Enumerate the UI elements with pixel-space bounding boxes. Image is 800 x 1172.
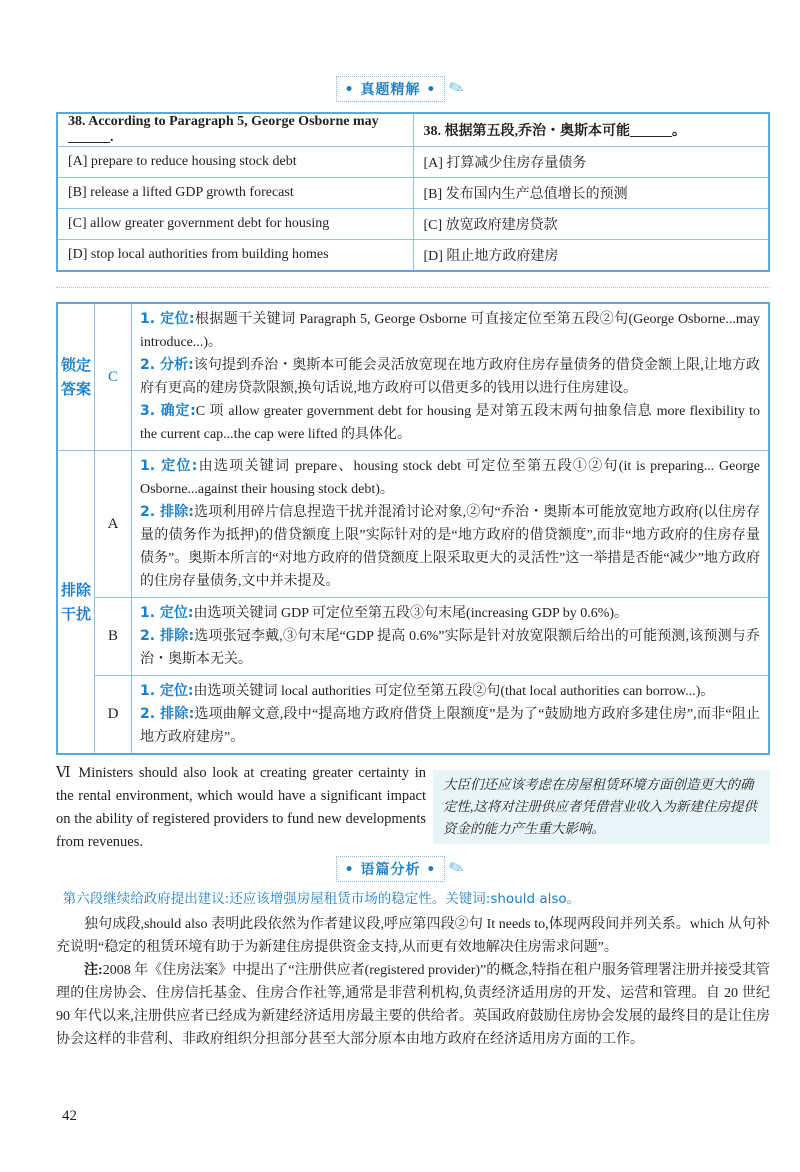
note bbox=[56, 959, 770, 1051]
analysis-table bbox=[56, 302, 770, 755]
distractor-label-text: 排除干扰 bbox=[60, 581, 91, 623]
table-row bbox=[57, 303, 769, 451]
distractor-explanation bbox=[132, 598, 770, 676]
point bbox=[140, 354, 760, 400]
point-label: 2. 分析: bbox=[140, 357, 194, 373]
note-label: 注: bbox=[84, 963, 103, 978]
option-en: [B] release a lifted GDP growth forecast bbox=[57, 178, 413, 209]
option-zh: [C] 放宽政府建房贷款 bbox=[413, 209, 769, 240]
table-row bbox=[57, 598, 769, 676]
point-label: 1. 定位: bbox=[140, 311, 195, 327]
note-text: 2008 年《住房法案》中提出了“注册供应者(registered provider)”的概念,特指在租户服务管理署注册并接受其管理的住房协会、住房信托基金、住房合作社等,通常是非营利机构,负责经济适用房的开发、运营和管理。自 20 世纪 90 年代以来,注册供应者已经成为新建经济适用房最主要的供给者。英国政府鼓励住房协会发展的最终目的是让住房协会这样的非营利、非政府组织分担部分甚至大部分原本由地方政府在经济适用房方面的工作。 bbox=[56, 963, 771, 1047]
point-label: 3. 确定: bbox=[140, 403, 196, 419]
option-zh: [A] 打算减少住房存量债务 bbox=[413, 147, 769, 178]
point bbox=[140, 602, 760, 625]
table-row bbox=[57, 240, 769, 272]
point-label: 1. 定位: bbox=[140, 683, 194, 699]
distractor-label bbox=[57, 451, 95, 755]
distractor-letter: D bbox=[95, 676, 132, 755]
table-row bbox=[57, 113, 769, 147]
discourse-analysis bbox=[56, 888, 770, 1051]
distractor-letter: A bbox=[95, 451, 132, 598]
point-text: 由选项关键词 prepare、housing stock debt 可定位至第五段①②句(it is preparing... George Osborne...against their housing stock debt)。 bbox=[140, 459, 760, 497]
option-en: [D] stop local authorities from building homes bbox=[57, 240, 413, 272]
question-stem-zh: 38. 根据第五段,乔治・奥斯本可能______。 bbox=[413, 113, 769, 147]
table-row bbox=[57, 676, 769, 755]
section-title: • 语篇分析 • bbox=[336, 856, 446, 882]
question-table bbox=[56, 112, 770, 272]
point bbox=[140, 501, 760, 593]
paragraph-summary: 第六段继续给政府提出建议:还应该增强房屋租赁市场的稳定性。关键词:should also。 bbox=[62, 891, 581, 907]
table-row bbox=[57, 147, 769, 178]
table-row bbox=[57, 178, 769, 209]
point-text: 由选项关键词 local authorities 可定位至第五段②句(that local authorities can borrow...)。 bbox=[193, 684, 715, 699]
answer-explanation bbox=[132, 303, 770, 451]
option-en: [C] allow greater government debt for housing bbox=[57, 209, 413, 240]
distractor-explanation bbox=[132, 676, 770, 755]
point-text: 根据题干关键词 Paragraph 5, George Osborne 可直接定位至第五段②句(George Osborne...may introduce...)。 bbox=[140, 312, 760, 350]
point-label: 1. 定位: bbox=[140, 605, 194, 621]
answer-letter: C bbox=[95, 303, 132, 451]
point-text: 选项曲解文意,段中“提高地方政府借贷上限额度”是为了“鼓励地方政府多建住房”,而非“阻止地方政府建房”。 bbox=[140, 707, 760, 745]
section-heading-answer-analysis bbox=[0, 76, 800, 102]
section-heading-discourse-analysis bbox=[0, 856, 800, 882]
point bbox=[140, 308, 760, 354]
distractor-explanation bbox=[132, 451, 770, 598]
table-row bbox=[57, 451, 769, 598]
point-label: 2. 排除: bbox=[140, 706, 195, 722]
section-title: • 真题精解 • bbox=[336, 76, 446, 102]
point-text: C 项 allow greater government debt for housing 是对第五段末两句抽象信息 more flexibility to the current cap...the cap were lifted 的具体化。 bbox=[140, 404, 760, 442]
dotted-divider bbox=[56, 287, 770, 288]
option-zh: [D] 阻止地方政府建房 bbox=[413, 240, 769, 272]
table-row bbox=[57, 209, 769, 240]
point bbox=[140, 625, 760, 671]
point bbox=[140, 455, 760, 501]
option-zh: [B] 发布国内生产总值增长的预测 bbox=[413, 178, 769, 209]
pen-icon: ✎ bbox=[446, 76, 468, 101]
distractor-letter: B bbox=[95, 598, 132, 676]
point-text: 选项利用碎片信息捏造干扰并混淆讨论对象,②句“乔治・奥斯本可能放宽地方政府(以住房存量的债务作为抵押)的借贷额度上限”实际针对的是“地方政府的借贷额度”,而非“地方政府的住房存量债务”。奥斯本所言的“对地方政府的借贷额度上限采取更大的灵活性”这一举措是否能“减少”地方政府的住房存量债务,文中并未提及。 bbox=[140, 505, 760, 589]
point-text: 由选项关键词 GDP 可定位至第五段③句末尾(increasing GDP by 0.6%)。 bbox=[193, 606, 629, 621]
point-label: 1. 定位: bbox=[140, 458, 198, 474]
page-number: 42 bbox=[62, 1108, 77, 1124]
analysis-body: 独句成段,should also 表明此段依然为作者建议段,呼应第四段②句 It needs to,体现两段间并列关系。which 从句补充说明“稳定的租赁环境有助于为新建住房提供资金支持,从而更有效地解决住房需求问题”。 bbox=[56, 917, 770, 955]
point-text: 选项张冠李戴,③句末尾“GDP 提高 0.6%”实际是针对放宽限额后给出的可能预测,该预测与乔治・奥斯本无关。 bbox=[140, 629, 760, 667]
point-label: 2. 排除: bbox=[140, 628, 195, 644]
point-text: 该句提到乔治・奥斯本可能会灵活放宽现在地方政府住房存量债务的借贷金额上限,让地方政府有更高的建房贷款限额,换句话说,地方政府可以借更多的钱用以进行住房建设。 bbox=[140, 358, 760, 396]
paragraph-6-translation: 大臣们还应该考虑在房屋租赁环境方面创造更大的确定性,这将对注册供应者凭借营业收入为新建住房提供资金的能力产生重大影响。 bbox=[433, 770, 770, 844]
point bbox=[140, 703, 760, 749]
pen-icon: ✎ bbox=[446, 856, 468, 881]
answer-label bbox=[57, 303, 95, 451]
option-en: [A] prepare to reduce housing stock debt bbox=[57, 147, 413, 178]
question-stem-en: 38. According to Paragraph 5, George Osborne may ______. bbox=[57, 113, 413, 147]
point bbox=[140, 680, 760, 703]
point-label: 2. 排除: bbox=[140, 504, 194, 520]
point bbox=[140, 400, 760, 446]
paragraph-6-english: Ⅵ Ministers should also look at creating greater certainty in the rental environment, which would have a significant impact on the ability of registered providers to fund new developments from revenues. bbox=[56, 765, 426, 850]
answer-label-text: 锁定答案 bbox=[60, 356, 91, 398]
